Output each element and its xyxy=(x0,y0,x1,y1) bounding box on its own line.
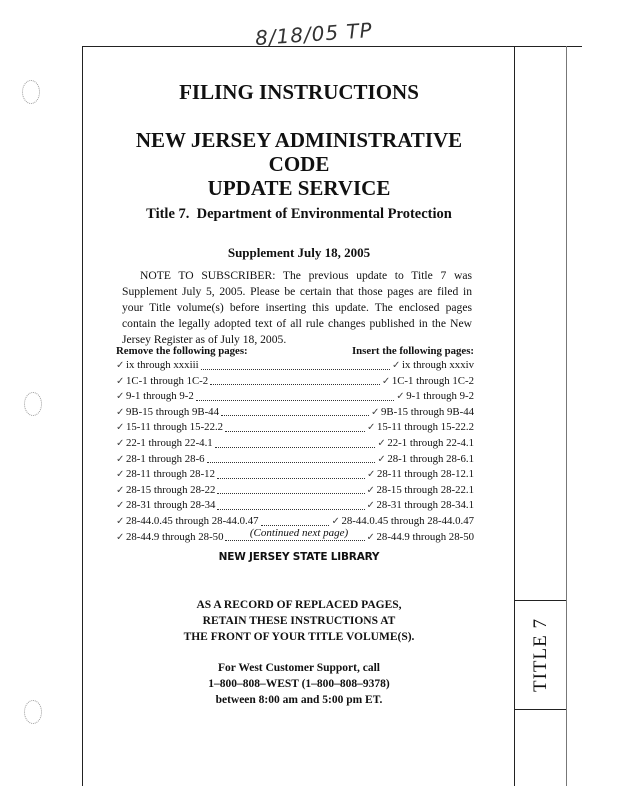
continued-note: (Continued next page) xyxy=(249,527,349,539)
dot-leader xyxy=(261,525,330,526)
check-mark-icon: ✓ xyxy=(116,531,125,543)
page-list-row xyxy=(116,420,474,436)
insert-range: 9B-15 through 9B-44 xyxy=(381,405,474,418)
remove-range: ix through xxxiii xyxy=(126,359,199,371)
check-mark-icon: ✓ xyxy=(366,422,376,434)
binder-hole-bottom xyxy=(24,700,42,724)
remove-range: 28-44.0.45 through 28-44.0.47 xyxy=(126,514,259,527)
insert-range: 22-1 through 22-4.1 xyxy=(387,436,474,449)
page-list-rows xyxy=(116,358,474,545)
remove-range: 9B-15 through 9B-44 xyxy=(126,405,219,418)
tab-edge xyxy=(566,46,567,786)
insert-range: 28-11 through 28-12.1 xyxy=(376,468,474,481)
supplement-date: Supplement July 18, 2005 xyxy=(227,245,371,260)
check-mark-icon: ✓ xyxy=(366,484,375,496)
dot-leader xyxy=(217,509,364,510)
check-mark-icon: ✓ xyxy=(392,360,401,371)
page-list-row xyxy=(116,358,474,374)
check-mark-icon: ✓ xyxy=(116,375,125,387)
dot-leader xyxy=(196,400,394,401)
page-frame-left xyxy=(82,46,83,786)
check-mark-icon: ✓ xyxy=(116,515,125,527)
check-mark-icon: ✓ xyxy=(366,469,376,481)
remove-range: 28-31 through 28-34 xyxy=(126,499,216,512)
dot-leader xyxy=(201,369,390,370)
page-frame-top xyxy=(82,46,582,47)
page-list-row xyxy=(116,483,474,499)
remove-range: 28-1 through 28-6 xyxy=(126,452,205,465)
dot-leader xyxy=(217,493,364,494)
remove-range: 28-15 through 28-22 xyxy=(126,483,216,496)
insert-range: 28-44.9 through 28-50 xyxy=(376,530,474,543)
remove-range: 28-44.9 through 28-50 xyxy=(126,530,224,543)
insert-range: 15-11 through 15-22.2 xyxy=(376,421,474,434)
record-line-1: AS A RECORD OF REPLACED PAGES, xyxy=(196,599,402,611)
page-title: FILING INSTRUCTIONS xyxy=(179,80,419,104)
remove-range: 15-11 through 15-22.2 xyxy=(126,421,224,434)
check-mark-icon: ✓ xyxy=(116,437,125,449)
page-list-row xyxy=(116,389,474,405)
dot-leader xyxy=(225,540,364,541)
dot-leader xyxy=(221,415,369,416)
check-mark-icon: ✓ xyxy=(116,422,125,434)
dot-leader xyxy=(207,462,376,463)
page-list-row xyxy=(116,467,474,483)
insert-range: 28-31 through 28-34.1 xyxy=(376,499,474,512)
insert-range: 28-15 through 28-22.1 xyxy=(376,483,474,496)
dot-leader xyxy=(225,431,365,432)
page-list-header xyxy=(116,344,474,358)
remove-range: 22-1 through 22-4.1 xyxy=(126,436,213,449)
code-title-line-1: NEW JERSEY ADMINISTRATIVE CODE xyxy=(135,128,463,176)
record-line-3: THE FRONT OF YOUR TITLE VOLUME(S). xyxy=(183,631,415,643)
check-mark-icon: ✓ xyxy=(116,453,125,465)
check-mark-icon: ✓ xyxy=(366,500,375,512)
insert-range: 9-1 through 9-2 xyxy=(406,390,474,403)
check-mark-icon: ✓ xyxy=(396,391,405,403)
insert-range: 28-44.0.45 through 28-44.0.47 xyxy=(341,514,474,527)
page-list-row xyxy=(116,405,474,421)
remove-range: 1C-1 through 1C-2 xyxy=(126,374,209,387)
page-list-row xyxy=(116,374,474,390)
record-line-2: RETAIN THESE INSTRUCTIONS AT xyxy=(202,615,396,627)
customer-support xyxy=(106,660,492,708)
subscriber-note: NOTE TO SUBSCRIBER: The previous update to Title 7 was Supplement July 5, 2005. Please be certain that those pages are filed in your Title volume(s) before inserting this update. The enclosed pages contain the legally adopted text of all rule changes published in the New Jersey Register as of July 18, 2005. xyxy=(122,269,472,346)
page-list-row xyxy=(116,436,474,452)
check-mark-icon: ✓ xyxy=(116,484,125,496)
check-mark-icon: ✓ xyxy=(377,437,386,449)
support-line-2: 1–800–808–WEST (1–800–808–9378) xyxy=(208,678,390,690)
check-mark-icon: ✓ xyxy=(371,406,380,418)
handwritten-date-note: 8/18/05 TP xyxy=(254,17,374,51)
department-title: Title 7. Department of Environmental Protection xyxy=(146,206,452,222)
check-mark-icon: ✓ xyxy=(116,360,125,371)
check-mark-icon: ✓ xyxy=(116,391,125,403)
insert-header: Insert the following pages: xyxy=(351,345,474,357)
insert-range: 1C-1 through 1C-2 xyxy=(391,374,474,387)
page-list-row xyxy=(116,452,474,468)
insert-range: 28-1 through 28-6.1 xyxy=(387,452,474,465)
support-line-3: between 8:00 am and 5:00 pm ET. xyxy=(215,694,383,706)
check-mark-icon: ✓ xyxy=(116,500,125,512)
code-title-line-2: UPDATE SERVICE xyxy=(207,176,391,200)
page-list-row xyxy=(116,498,474,514)
binder-hole-top xyxy=(22,80,40,104)
check-mark-icon: ✓ xyxy=(331,515,340,527)
title-tab-label: TITLE 7 xyxy=(530,618,551,693)
insert-range: ix through xxxiv xyxy=(402,359,474,371)
remove-range: 9-1 through 9-2 xyxy=(126,390,194,403)
record-instructions xyxy=(106,597,492,645)
support-line-1: For West Customer Support, call xyxy=(218,662,380,674)
check-mark-icon: ✓ xyxy=(116,469,125,481)
code-title xyxy=(106,128,492,200)
check-mark-icon: ✓ xyxy=(116,406,125,418)
library-stamp: NEW JERSEY STATE LIBRARY xyxy=(218,551,380,563)
remove-header: Remove the following pages: xyxy=(116,345,248,357)
dot-leader xyxy=(217,478,365,479)
check-mark-icon: ✓ xyxy=(377,453,386,465)
remove-range: 28-11 through 28-12 xyxy=(126,468,215,481)
dot-leader xyxy=(215,447,376,448)
page-list xyxy=(116,344,474,545)
check-mark-icon: ✓ xyxy=(381,375,391,387)
check-mark-icon: ✓ xyxy=(366,531,375,543)
dot-leader xyxy=(210,384,380,385)
binder-hole-middle xyxy=(24,392,42,416)
